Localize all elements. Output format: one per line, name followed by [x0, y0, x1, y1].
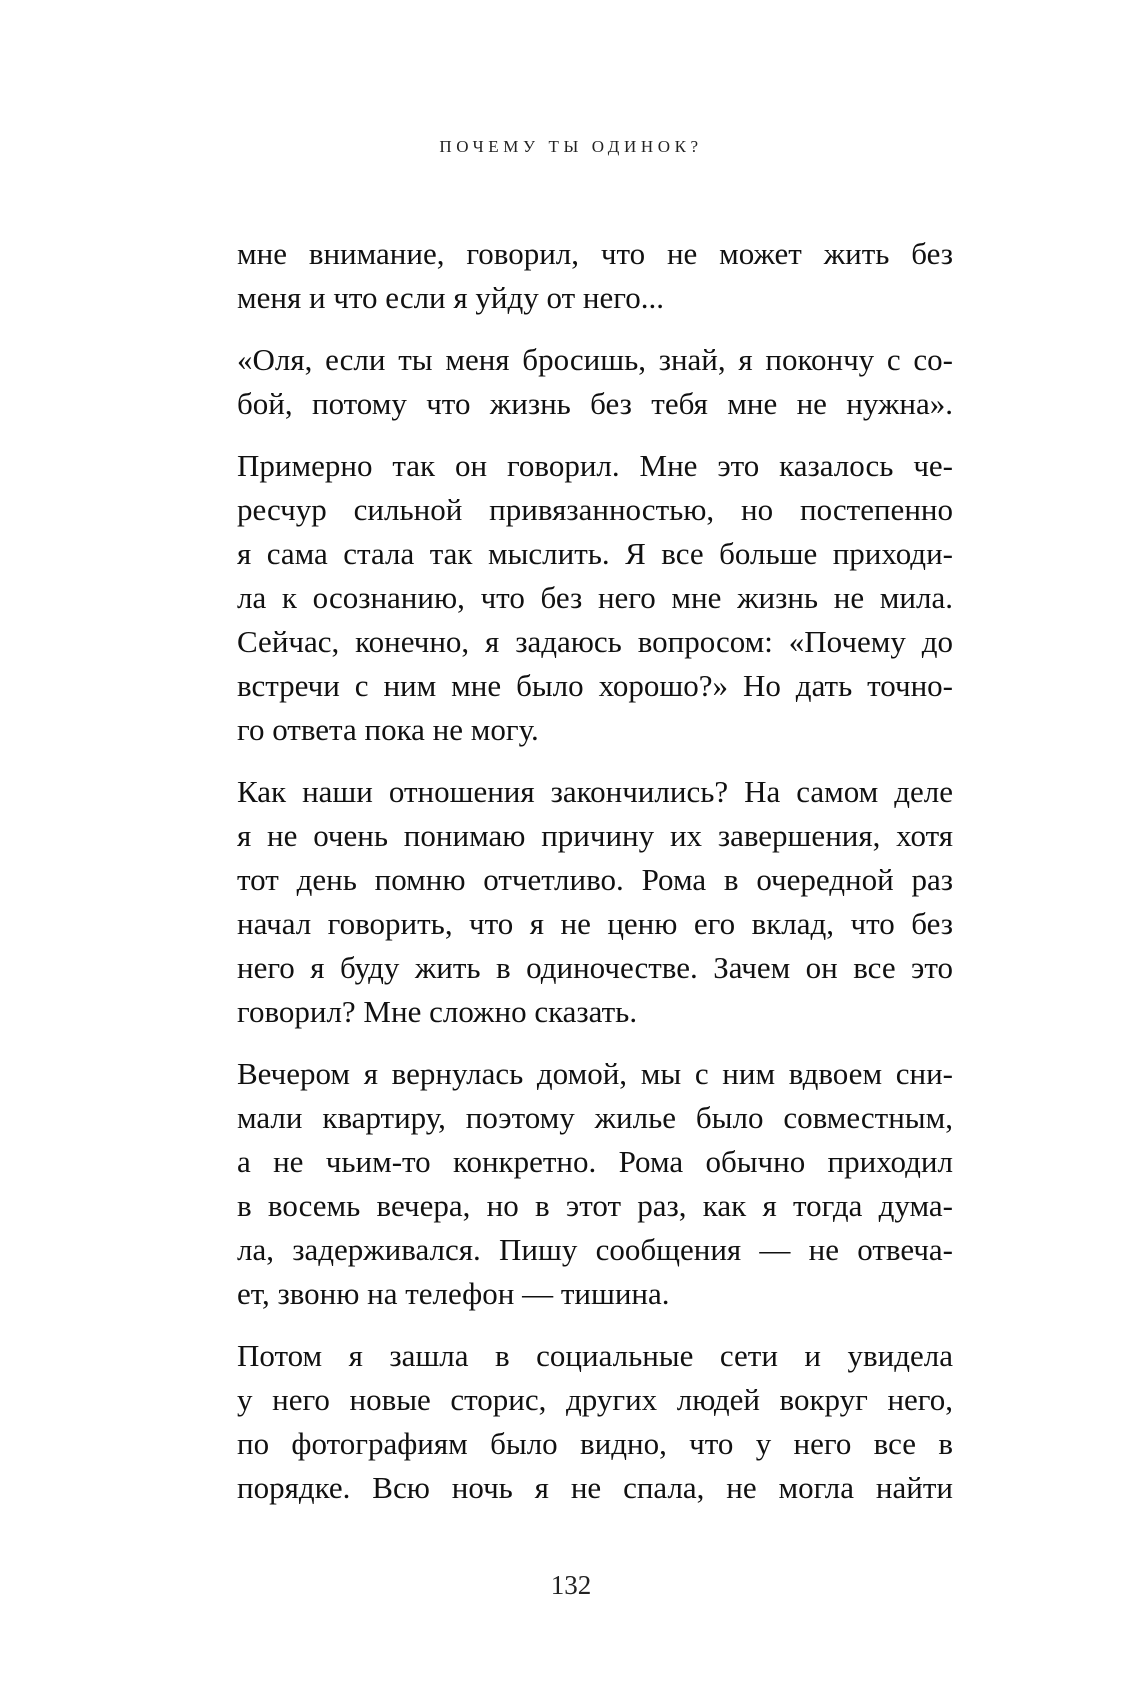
text-line: «Оля, если ты меня бросишь, знай, я покончу с со- [237, 342, 953, 377]
page-number: 132 [550, 1570, 592, 1600]
text-line: по фотографиям было видно, что у него все в [237, 1426, 953, 1461]
text-line: порядке. Всю ночь я не спала, не могла найти [237, 1470, 953, 1505]
text-line: Вечером я вернулась домой, мы с ним вдвоем сни- [237, 1056, 953, 1091]
paragraph [237, 1334, 953, 1510]
text-line: ресчур сильной привязанностью, но постепенно [237, 492, 953, 527]
text-line: Примерно так он говорил. Мне это казалось че- [237, 448, 953, 483]
text-line: я сама стала так мыслить. Я все больше приходи- [237, 536, 953, 571]
text-line: ла к осознанию, что без него мне жизнь не мила. [237, 580, 953, 615]
text-line: него я буду жить в одиночестве. Зачем он все это [237, 950, 953, 985]
text-line: говорил? Мне сложно сказать. [237, 994, 638, 1029]
text-line: в восемь вечера, но в этот раз, как я тогда дума- [237, 1188, 953, 1223]
text-line: мали квартиру, поэтому жилье было совместным, [237, 1100, 953, 1135]
paragraph [237, 232, 953, 320]
text-line: Потом я зашла в социальные сети и увидела [237, 1338, 953, 1373]
text-line: тот день помню отчетливо. Рома в очередной раз [237, 862, 953, 897]
text-line: ет, звоню на телефон — тишина. [237, 1276, 670, 1311]
text-line: встречи с ним мне было хорошо?» Но дать точно- [237, 668, 953, 703]
running-head: ПОЧЕМУ ТЫ ОДИНОК? [439, 137, 703, 156]
paragraph [237, 1052, 953, 1316]
text-line: начал говорить, что я не ценю его вклад, что без [237, 906, 953, 941]
text-line: я не очень понимаю причину их завершения, хотя [237, 818, 953, 853]
paragraph [237, 338, 953, 426]
paragraph [237, 444, 953, 752]
paragraph [237, 770, 953, 1034]
text-line: бой, потому что жизнь без тебя мне не нужна». [237, 386, 953, 421]
text-line: меня и что если я уйду от него... [237, 280, 664, 315]
text-line: мне внимание, говорил, что не может жить без [237, 236, 953, 271]
text-line: у него новые сторис, других людей вокруг него, [237, 1382, 953, 1417]
text-line: го ответа пока не могу. [237, 712, 539, 747]
text-line: Сейчас, конечно, я задаюсь вопросом: «Почему до [237, 624, 953, 659]
text-line: Как наши отношения закончились? На самом деле [237, 774, 953, 809]
body-text [237, 232, 953, 1510]
text-line: а не чьим-то конкретно. Рома обычно приходил [237, 1144, 953, 1179]
text-line: ла, задерживался. Пишу сообщения — не отвеча- [237, 1232, 953, 1267]
